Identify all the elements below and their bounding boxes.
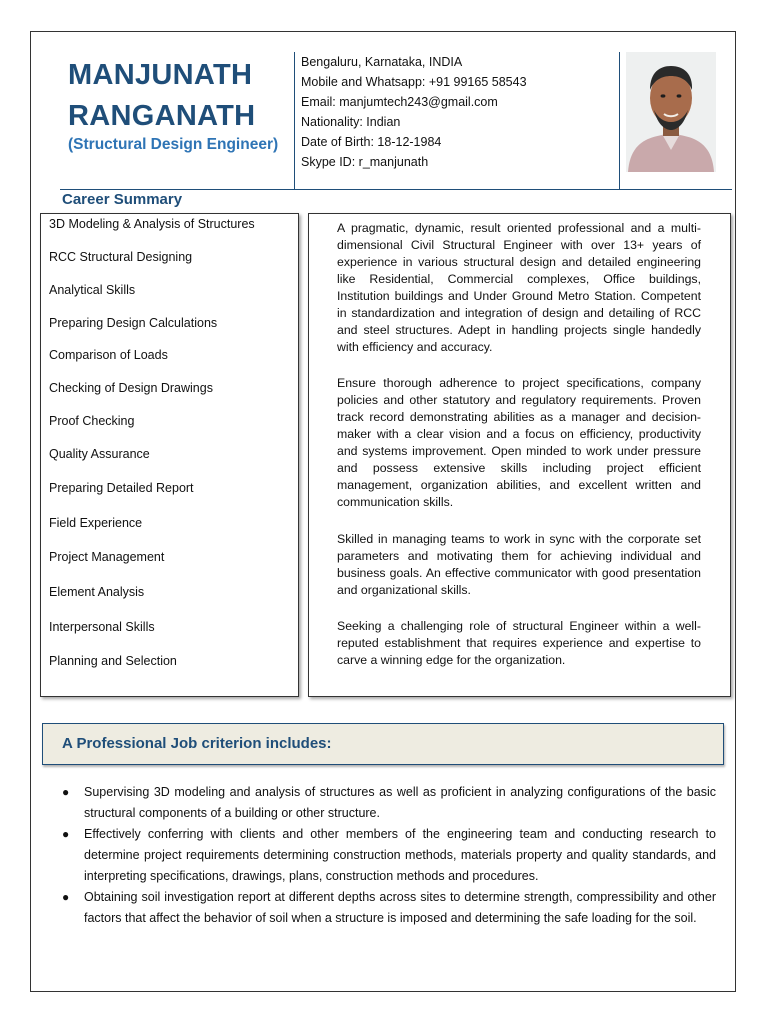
skill-item: Checking of Design Drawings <box>49 381 213 395</box>
job-title: (Structural Design Engineer) <box>68 136 279 153</box>
header-divider-left <box>294 52 295 189</box>
skill-item: Comparison of Loads <box>49 348 168 362</box>
skill-item: Field Experience <box>49 516 143 530</box>
contact-dob: Date of Birth: 18-12-1984 <box>301 135 442 149</box>
summary-paragraph: A pragmatic, dynamic, result oriented professional and a multi-dimensional Civil Structural Engineer with over 13+ years of experience in various structural design and detailed engineering like Residential, Commercial complexes, Office buildings, Institution buildings and Under Ground Metro Station. Competent in standardization and integration of design and detailing of RCC and steel structures. Adept in handling projects single handedly with efficiency and accuracy. <box>337 221 701 354</box>
list-item-text: Obtaining soil investigation report at different depths across sites to determine strength, compressibility and other factors that affect the behavior of soil when a structure is imposed and determining the safe loading for the soil. <box>84 890 716 925</box>
profile-photo <box>626 52 716 172</box>
contact-nationality: Nationality: Indian <box>301 115 401 129</box>
skill-item: Preparing Design Calculations <box>49 316 218 330</box>
skill-item: Planning and Selection <box>49 654 177 668</box>
list-item <box>62 887 716 929</box>
job-criterion-heading: A Professional Job criterion includes: <box>62 735 332 752</box>
skill-item: Analytical Skills <box>49 283 136 297</box>
skills-list <box>40 213 299 697</box>
contact-email: Email: manjumtech243@gmail.com <box>301 95 498 109</box>
bullet-icon: ● <box>62 785 70 799</box>
skill-item: Project Management <box>49 550 165 564</box>
skill-item: RCC Structural Designing <box>49 250 193 264</box>
bullet-icon: ● <box>62 827 70 841</box>
skill-item: Element Analysis <box>49 585 145 599</box>
skill-item: Interpersonal Skills <box>49 620 155 634</box>
skill-item: 3D Modeling & Analysis of Structures <box>49 217 255 231</box>
contact-location: Bengaluru, Karnataka, INDIA <box>301 55 463 69</box>
summary-paragraph: Ensure thorough adherence to project specifications, company policies and other statutory and regulatory requirements. Proven track record demonstrating abilities as a manager and decision-maker with a clear vision and a focus on efficiency, productivity and systems improvement. Open minded to work under pressure and possess extensive skills including project efficient management, organization abilities, and excellent written and communication skills. <box>337 376 701 509</box>
first-name: MANJUNATH <box>68 59 253 91</box>
header-divider-right <box>619 52 620 189</box>
skill-item: Quality Assurance <box>49 447 150 461</box>
candidate-name <box>68 55 283 137</box>
career-summary-heading: Career Summary <box>62 191 183 208</box>
list-item-text: Effectively conferring with clients and other members of the engineering team and conducting research to determine project requirements determining construction methods, materials property and quality standards, and interpreting specifications, drawings, plans, construction methods and procedures. <box>84 827 716 883</box>
skill-item: Proof Checking <box>49 414 135 428</box>
bullet-icon: ● <box>62 890 70 904</box>
list-item <box>62 782 716 824</box>
header-rule <box>60 189 732 190</box>
summary-paragraph: Skilled in managing teams to work in sync with the corporate set parameters and motivating them for achieving individual and business goals. An effective communicator with good presentation and organizational skills. <box>337 532 701 597</box>
list-item-text: Supervising 3D modeling and analysis of structures as well as proficient in analyzing configurations of the basic structural components of a building or other structure. <box>84 785 716 820</box>
person-avatar-icon <box>626 52 716 172</box>
skill-item: Preparing Detailed Report <box>49 481 194 495</box>
last-name: RANGANATH <box>68 100 256 132</box>
job-criterion-list <box>62 782 716 929</box>
contact-phone: Mobile and Whatsapp: +91 99165 58543 <box>301 75 527 89</box>
contact-skype: Skype ID: r_manjunath <box>301 155 429 169</box>
job-criterion-banner <box>42 723 724 765</box>
career-summary-text <box>308 213 731 697</box>
list-item <box>62 824 716 887</box>
summary-paragraph: Seeking a challenging role of structural Engineer within a well-reputed establishment that requires experience and expertise to carve a winning edge for the organization. <box>337 619 701 667</box>
contact-block <box>301 52 527 172</box>
